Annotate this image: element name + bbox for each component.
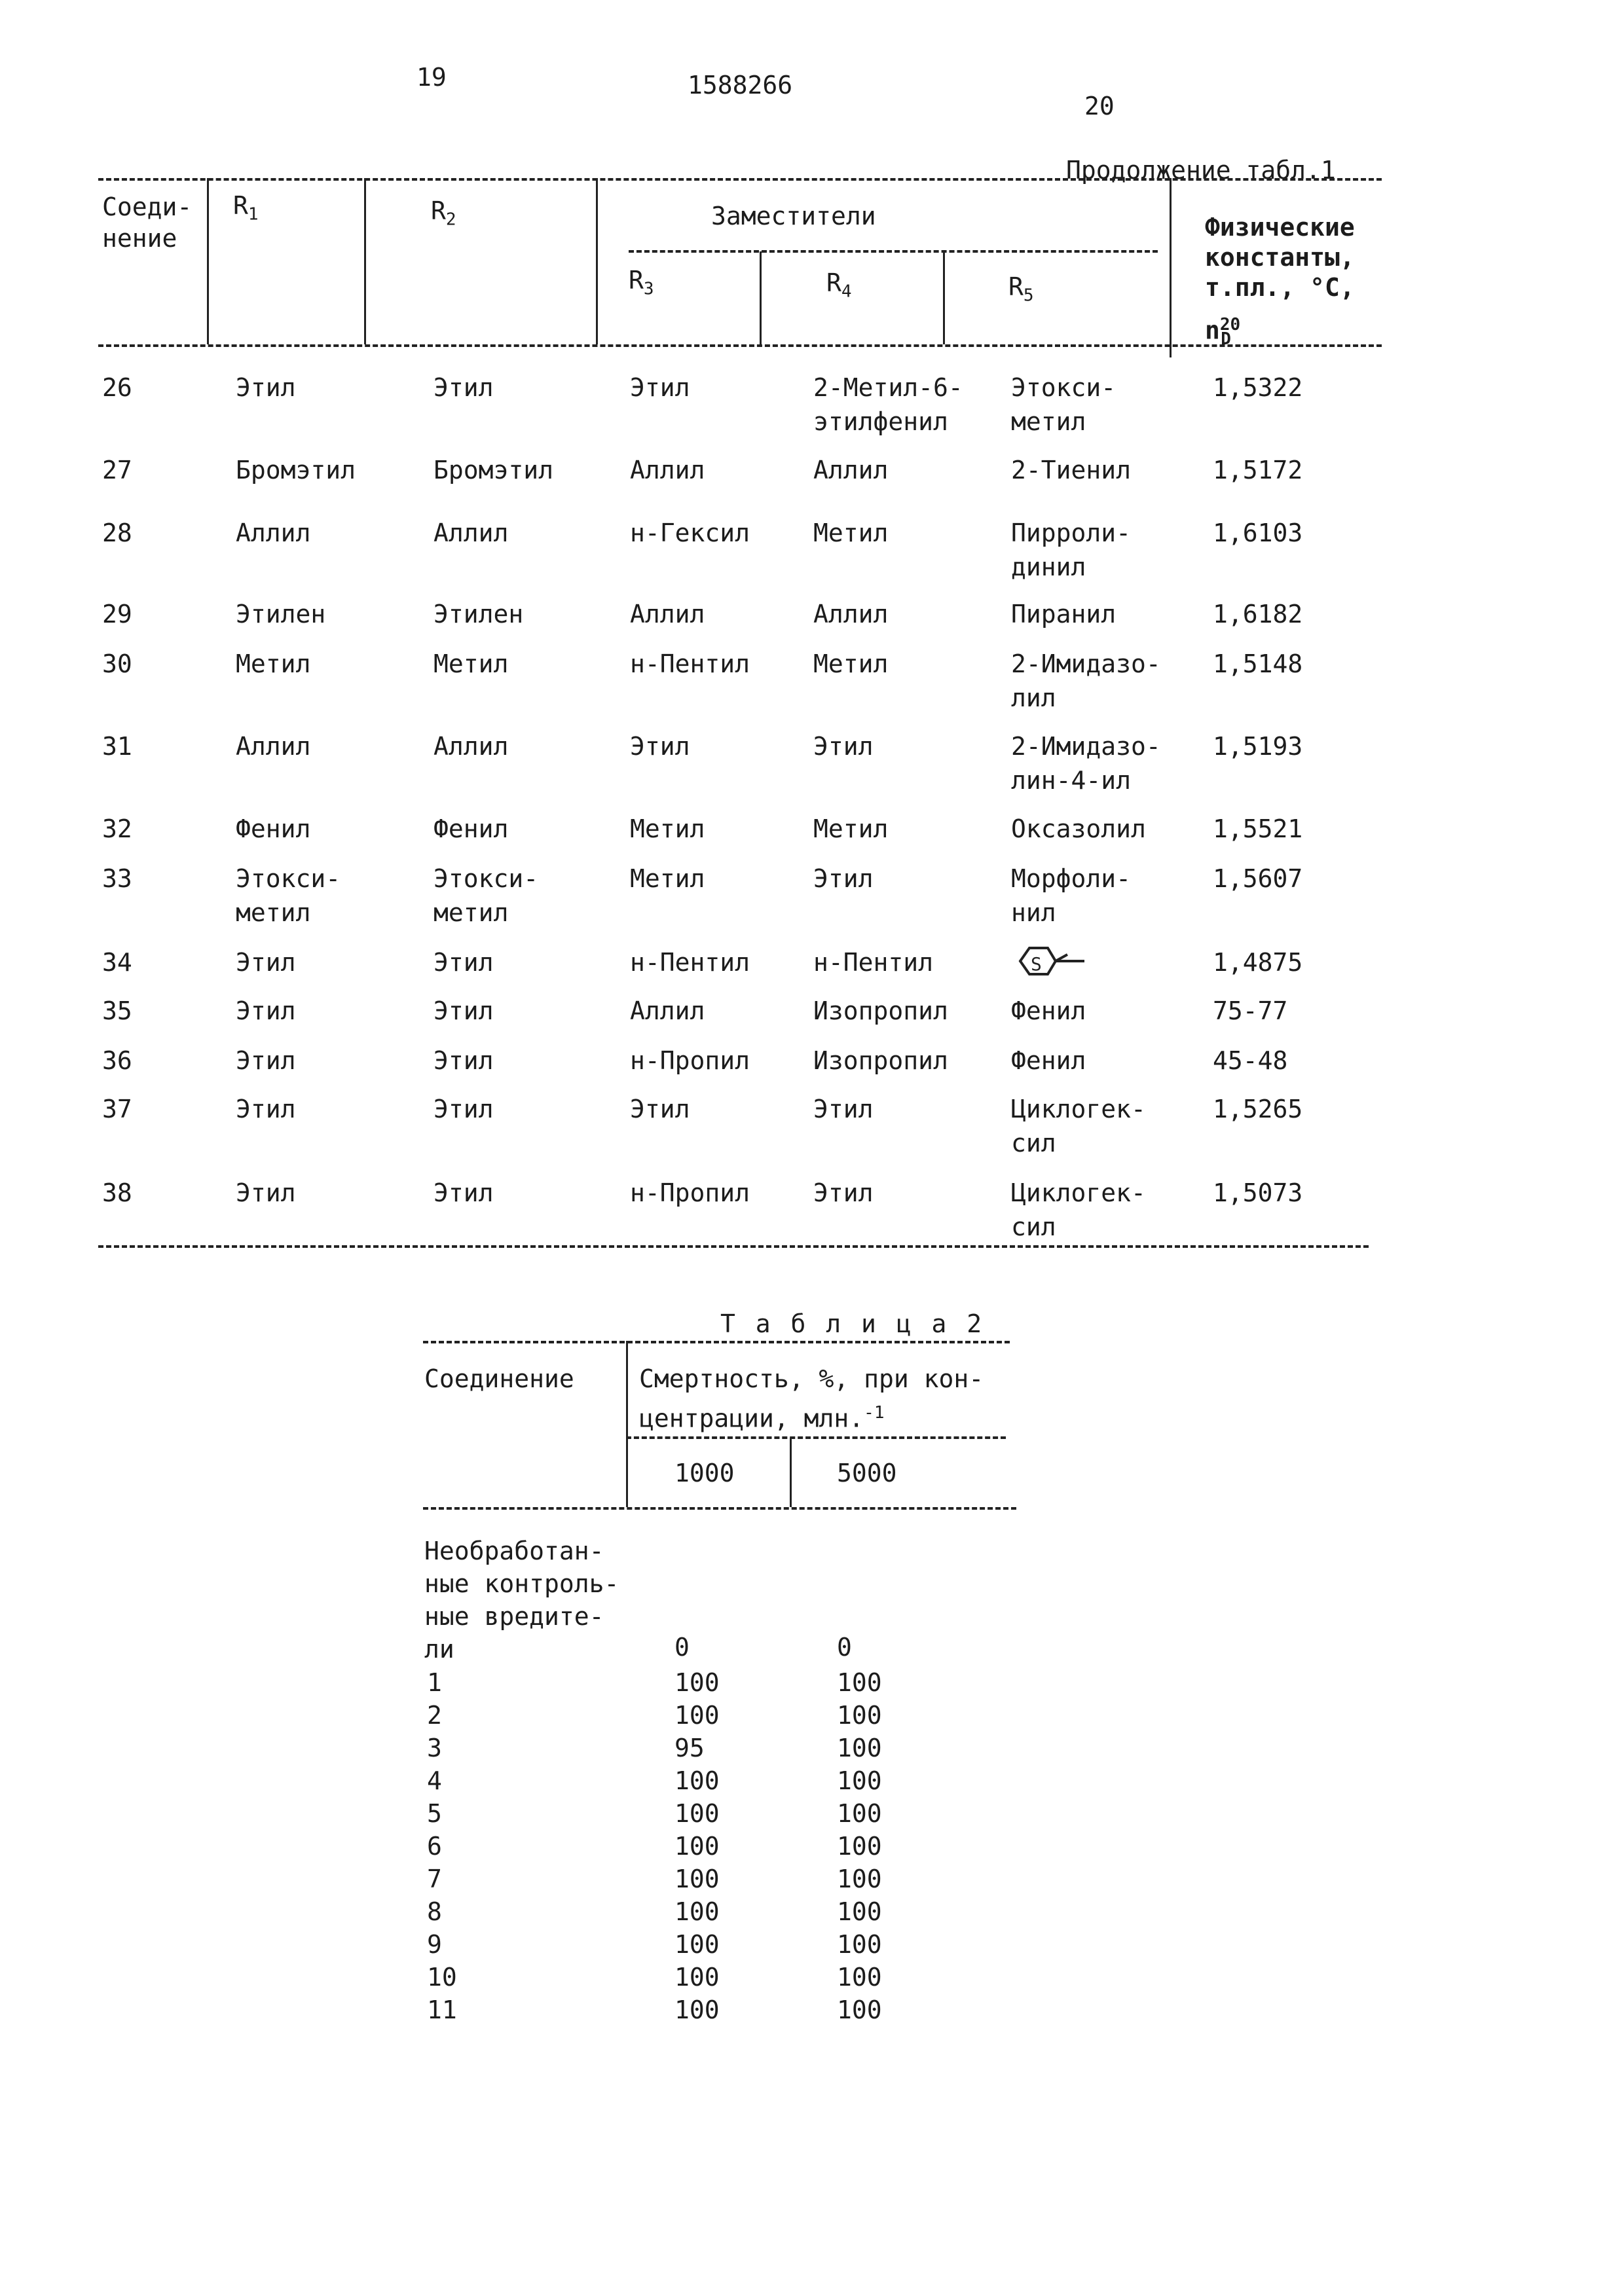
cell-compound-no: 26 xyxy=(102,373,132,402)
cell-r4: Изопропил xyxy=(813,996,948,1025)
table2-col-divider xyxy=(790,1438,792,1507)
cell-mortality-1000: 100 xyxy=(674,1995,720,2024)
cell-r4: Этил xyxy=(813,732,874,761)
table2-control-label: Необработан- ные контроль- ные вредите- ли xyxy=(424,1537,619,1664)
cell-r2: Фенил xyxy=(434,814,509,843)
cell-r1: Метил xyxy=(236,649,311,678)
cell-r4: Аллил xyxy=(813,456,889,484)
cell-r2: Этил xyxy=(434,1095,494,1123)
header-r2-sub: 2 xyxy=(445,210,456,230)
header-r3-letter: R xyxy=(629,266,644,295)
table1-col-divider xyxy=(207,178,209,344)
cell-physical-constant: 1,5073 xyxy=(1213,1178,1303,1207)
cell-r3: Аллил xyxy=(630,456,705,484)
cell-r5: Фенил xyxy=(1011,1046,1086,1075)
cell-r1: Аллил xyxy=(236,732,311,761)
cell-r1: Этил xyxy=(236,996,296,1025)
header-r1 xyxy=(233,190,259,230)
header-r1-sub: 1 xyxy=(248,204,259,225)
cell-compound-no: 38 xyxy=(102,1178,132,1207)
cell-r5: 2-Имидазо- лин-4-ил xyxy=(1011,732,1161,795)
patent-number: 1588266 xyxy=(688,71,793,100)
cell-mortality-1000: 100 xyxy=(674,1930,720,1959)
cell-r3: н-Пентил xyxy=(630,948,750,977)
cell-r1: Аллил xyxy=(236,519,311,547)
cell-r1: Этокси- метил xyxy=(236,864,341,927)
cell-r2: Этил xyxy=(434,373,494,402)
cell-r2: Аллил xyxy=(434,732,509,761)
page-number-left: 19 xyxy=(416,63,447,92)
cell-mortality-5000: 100 xyxy=(837,1897,882,1926)
cell-mortality-1000: 100 xyxy=(674,1963,720,1992)
cell-r3: Метил xyxy=(630,814,705,843)
header-r2-letter: R xyxy=(431,196,446,225)
table2-header-compound: Соединение xyxy=(424,1364,574,1393)
cell-compound-no: 36 xyxy=(102,1046,132,1075)
table2-header-mortality-text: Смертность, %, при кон- центрации, млн. xyxy=(639,1364,984,1433)
cell-r1: Фенил xyxy=(236,814,311,843)
cell-r5: 2-Имидазо- лил xyxy=(1011,649,1161,712)
cell-r5: Циклогек- сил xyxy=(1011,1178,1146,1241)
cell-physical-constant: 45-48 xyxy=(1213,1046,1288,1075)
cell-mortality-1000: 95 xyxy=(674,1734,705,1762)
cell-compound-no: 34 xyxy=(102,948,132,977)
cell-mortality-5000: 100 xyxy=(837,1799,882,1828)
cell-compound-no: 35 xyxy=(102,996,132,1025)
table-continuation-label: Продолжение табл.1 xyxy=(1066,156,1336,185)
cell-r2: Этил xyxy=(434,948,494,977)
header-refractive-index xyxy=(1205,309,1241,355)
cell-r5: 2-Тиенил xyxy=(1011,456,1132,484)
table2-col-divider xyxy=(626,1341,628,1507)
cell-physical-constant: 1,5607 xyxy=(1213,864,1303,893)
cell-compound-no: 30 xyxy=(102,649,132,678)
cell-compound-no: 29 xyxy=(102,600,132,629)
cell-physical-constant: 75-77 xyxy=(1213,996,1288,1025)
thiophene-structure-icon xyxy=(1011,941,1090,981)
cell-physical-constant: 1,5172 xyxy=(1213,456,1303,484)
cell-mortality-5000: 100 xyxy=(837,1865,882,1893)
header-physical-constants: Физические константы, т.пл., °C, xyxy=(1205,213,1355,302)
cell-r4: Аллил xyxy=(813,600,889,629)
cell-physical-constant: 1,4875 xyxy=(1213,948,1303,977)
cell-r4: Метил xyxy=(813,814,889,843)
cell-r4: 2-Метил-6- этилфенил xyxy=(813,373,963,436)
cell-compound-no: 27 xyxy=(102,456,132,484)
header-r4 xyxy=(826,267,852,308)
header-compound: Соеди- нение xyxy=(102,192,193,253)
cell-r5: Пирроли- динил xyxy=(1011,519,1132,581)
cell-r3: н-Пропил xyxy=(630,1178,750,1207)
cell-r3: н-Гексил xyxy=(630,519,750,547)
table1-bottom-rule xyxy=(98,1245,1369,1248)
page-number-right: 20 xyxy=(1084,92,1115,120)
cell-mortality-5000: 100 xyxy=(837,1766,882,1795)
cell-compound-no: 2 xyxy=(427,1701,442,1730)
table2-title: Т а б л и ц а 2 xyxy=(720,1309,985,1338)
cell-r3: Этил xyxy=(630,373,690,402)
cell-r2: Этилен xyxy=(434,600,524,629)
table2-sub-rule xyxy=(626,1436,1006,1439)
cell-mortality-5000: 100 xyxy=(837,1832,882,1861)
cell-physical-constant: 1,6182 xyxy=(1213,600,1303,629)
header-n-sub: D xyxy=(1221,329,1231,350)
cell-mortality-1000: 100 xyxy=(674,1832,720,1861)
cell-r1: Этил xyxy=(236,1046,296,1075)
table2-control-value-5000: 0 xyxy=(837,1633,852,1662)
cell-r4: Этил xyxy=(813,1095,874,1123)
cell-mortality-5000: 100 xyxy=(837,1701,882,1730)
cell-mortality-5000: 100 xyxy=(837,1995,882,2024)
cell-r5: Морфоли- нил xyxy=(1011,864,1132,927)
table2-control-value-1000: 0 xyxy=(674,1633,690,1662)
cell-compound-no: 5 xyxy=(427,1799,442,1828)
cell-r2: Бромэтил xyxy=(434,456,554,484)
cell-mortality-5000: 100 xyxy=(837,1734,882,1762)
table2-top-rule xyxy=(423,1341,1010,1343)
cell-r3: Этил xyxy=(630,1095,690,1123)
table1-top-rule xyxy=(98,178,1382,181)
cell-r4: Этил xyxy=(813,864,874,893)
table1-col-divider xyxy=(760,251,762,344)
cell-r3: Аллил xyxy=(630,996,705,1025)
cell-physical-constant: 1,5265 xyxy=(1213,1095,1303,1123)
header-r4-sub: 4 xyxy=(841,282,852,302)
table2-header-conc-5000: 5000 xyxy=(837,1459,897,1487)
cell-physical-constant: 1,5193 xyxy=(1213,732,1303,761)
table1-col-divider xyxy=(943,251,945,344)
cell-mortality-1000: 100 xyxy=(674,1668,720,1697)
cell-mortality-1000: 100 xyxy=(674,1799,720,1828)
cell-r2: Этокси- метил xyxy=(434,864,539,927)
cell-compound-no: 4 xyxy=(427,1766,442,1795)
cell-r2: Метил xyxy=(434,649,509,678)
header-r3 xyxy=(629,264,654,305)
header-r5-letter: R xyxy=(1008,272,1024,301)
header-r5 xyxy=(1008,271,1034,312)
cell-physical-constant: 1,6103 xyxy=(1213,519,1303,547)
header-r1-letter: R xyxy=(233,191,248,220)
cell-physical-constant: 1,5521 xyxy=(1213,814,1303,843)
table2-header-bottom-rule xyxy=(423,1507,1016,1510)
header-r5-sub: 5 xyxy=(1023,285,1034,306)
cell-r5: Оксазолил xyxy=(1011,814,1146,843)
table2-header-mortality xyxy=(639,1362,984,1436)
cell-mortality-1000: 100 xyxy=(674,1897,720,1926)
cell-r3: н-Пентил xyxy=(630,649,750,678)
cell-r3: Метил xyxy=(630,864,705,893)
cell-compound-no: 8 xyxy=(427,1897,442,1926)
cell-mortality-1000: 100 xyxy=(674,1766,720,1795)
cell-compound-no: 7 xyxy=(427,1865,442,1893)
table1-header-bottom-rule xyxy=(98,344,1382,347)
cell-physical-constant: 1,5322 xyxy=(1213,373,1303,402)
cell-compound-no: 10 xyxy=(427,1963,457,1992)
cell-r5: Пиранил xyxy=(1011,600,1116,629)
cell-r1: Этилен xyxy=(236,600,326,629)
cell-r1: Этил xyxy=(236,1178,296,1207)
cell-r4: н-Пентил xyxy=(813,948,934,977)
table1-col-divider xyxy=(1170,178,1172,357)
cell-r5: Этокси- метил xyxy=(1011,373,1116,436)
cell-r4: Метил xyxy=(813,519,889,547)
header-r2 xyxy=(431,195,456,236)
cell-r1: Этил xyxy=(236,948,296,977)
cell-physical-constant: 1,5148 xyxy=(1213,649,1303,678)
cell-r1: Бромэтил xyxy=(236,456,356,484)
cell-mortality-5000: 100 xyxy=(837,1668,882,1697)
cell-mortality-1000: 100 xyxy=(674,1701,720,1730)
cell-mortality-5000: 100 xyxy=(837,1963,882,1992)
table1-sub-rule xyxy=(629,250,1158,253)
cell-mortality-1000: 100 xyxy=(674,1865,720,1893)
table1-col-divider xyxy=(364,178,366,344)
cell-r3: Аллил xyxy=(630,600,705,629)
cell-r4: Метил xyxy=(813,649,889,678)
header-n-sup: 20 xyxy=(1219,315,1241,335)
table1-col-divider xyxy=(596,178,598,344)
cell-r2: Этил xyxy=(434,1046,494,1075)
cell-r5: Циклогек- сил xyxy=(1011,1095,1146,1157)
cell-compound-no: 33 xyxy=(102,864,132,893)
cell-r2: Этил xyxy=(434,996,494,1025)
cell-r5: Фенил xyxy=(1011,996,1086,1025)
header-r4-letter: R xyxy=(826,268,841,297)
header-substituents: Заместители xyxy=(711,202,876,230)
cell-r2: Аллил xyxy=(434,519,509,547)
cell-r1: Этил xyxy=(236,1095,296,1123)
cell-r2: Этил xyxy=(434,1178,494,1207)
cell-mortality-5000: 100 xyxy=(837,1930,882,1959)
svg-text:S: S xyxy=(1031,953,1042,975)
cell-compound-no: 3 xyxy=(427,1734,442,1762)
cell-compound-no: 11 xyxy=(427,1995,457,2024)
table2-header-mortality-sup: -1 xyxy=(864,1403,885,1423)
cell-r3: н-Пропил xyxy=(630,1046,750,1075)
cell-compound-no: 6 xyxy=(427,1832,442,1861)
table2-header-conc-1000: 1000 xyxy=(674,1459,735,1487)
cell-compound-no: 32 xyxy=(102,814,132,843)
cell-r1: Этил xyxy=(236,373,296,402)
cell-compound-no: 1 xyxy=(427,1668,442,1697)
cell-compound-no: 37 xyxy=(102,1095,132,1123)
cell-r3: Этил xyxy=(630,732,690,761)
cell-compound-no: 9 xyxy=(427,1930,442,1959)
cell-r4: Этил xyxy=(813,1178,874,1207)
header-r3-sub: 3 xyxy=(643,279,654,299)
cell-r4: Изопропил xyxy=(813,1046,948,1075)
cell-compound-no: 28 xyxy=(102,519,132,547)
cell-compound-no: 31 xyxy=(102,732,132,761)
header-n-letter: n xyxy=(1205,316,1220,345)
